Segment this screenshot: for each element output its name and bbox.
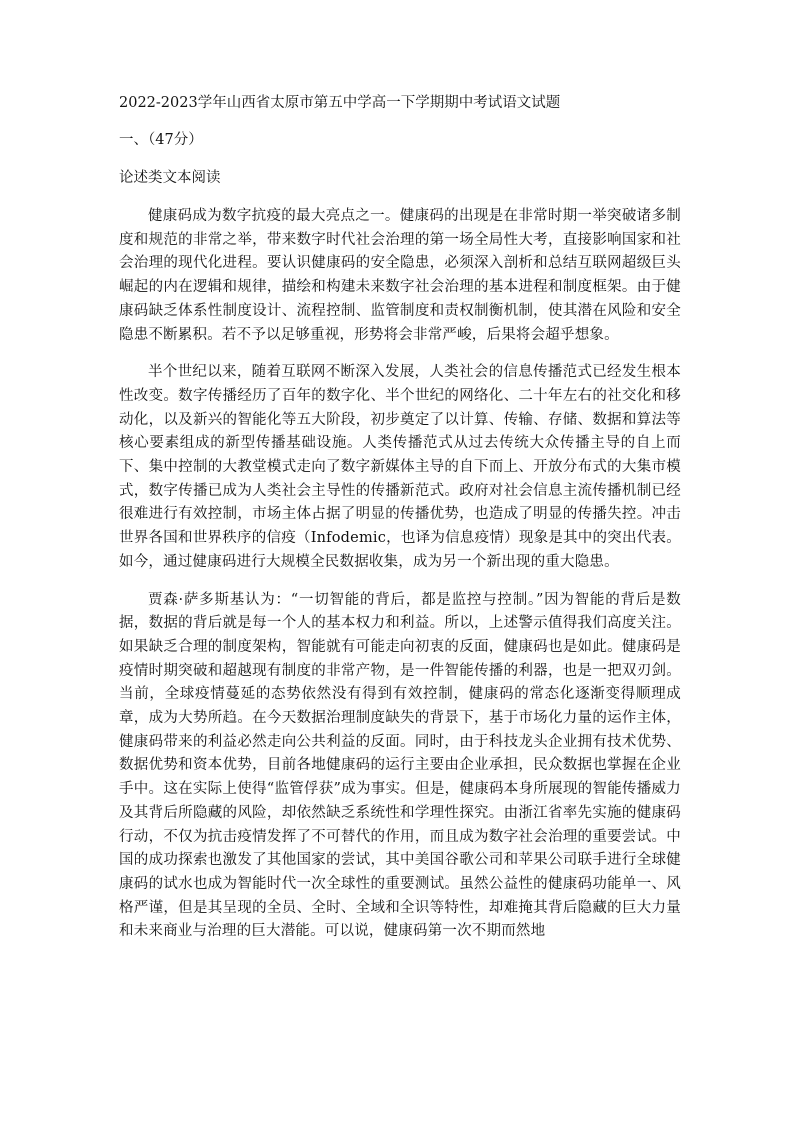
document-title: 2022-2023学年山西省太原市第五中学高一下学期期中考试语文试题 — [119, 95, 561, 111]
subsection-heading: 论述类文本阅读 — [119, 170, 221, 186]
paragraph: 半个世纪以来，随着互联网不断深入发展，人类社会的信息传播范式已经发生根本性改变。数字传播经历了百年的数字化、半个世纪的网络化、二十年左右的社交化和移动化，以及新兴的智能化等五大阶段，初步奠定了以计算、传输、存储、数据和算法等核心要素组成的新型传播基础设施。人类传播范式从过去传统大众传播主导的自上而下、集中控制的大教堂模式走向了数字新媒体主导的自下而上、开放分布式的大集市模式，数字传播已成为人类社会主导性的传播新范式。政府对社会信息主流传播机制已经很难进行有效控制，市场主体占据了明显的传播优势，也造成了明显的传播失控。冲击世界各国和世界秩序的信疫（Infodemic，也译为信息疫情）现象是其中的突出代表。如今，通过健康码进行大规模全民数据收集，成为另一个新出现的重大隐患。 — [119, 364, 681, 570]
document-page — [119, 92, 681, 958]
paragraph: 贾森·萨多斯基认为：“一切智能的背后，都是监控与控制。”因为智能的背后是数据，数据的背后就是每一个人的基本权力和利益。所以，上述警示值得我们高度关注。如果缺乏合理的制度架构，智能就有可能走向初衷的反面，健康码也是如此。健康码是疫情时期突破和超越现有制度的非常产物，是一件智能传播的利器，也是一把双刃剑。当前，全球疫情蔓延的态势依然没有得到有效控制，健康码的常态化逐渐变得顺理成章，成为大势所趋。在今天数据治理制度缺失的背景下，基于市场化力量的运作主体，健康码带来的利益必然走向公共利益的反面。同时，由于科技龙头企业拥有技术优势、数据优势和资本优势，目前各地健康码的运行主要由企业承担，民众数据也掌握在企业手中。这在实际上使得“监管俘获”成为事实。但是，健康码本身所展现的智能传播威力及其背后所隐藏的风险，却依然缺乏系统性和学理性探究。由浙江省率先实施的健康码行动，不仅为抗击疫情发挥了不可替代的作用，而且成为数字社会治理的重要尝试。中国的成功探索也激发了其他国家的尝试，其中美国谷歌公司和苹果公司联手进行全球健康码的试水也成为智能时代一次全球性的重要测试。虽然公益性的健康码功能单一、风格严谨，但是其呈现的全员、全时、全域和全识等特性，却难掩其背后隐藏的巨大力量和未来商业与治理的巨大潜能。可以说，健康码第一次不期而然地 — [119, 591, 681, 940]
section-heading: 一、（47分） — [119, 132, 203, 148]
paragraph: 健康码成为数字抗疫的最大亮点之一。健康码的出现是在非常时期一举突破诸多制度和规范的非常之举，带来数字时代社会治理的第一场全局性大考，直接影响国家和社会治理的现代化进程。要认识健康码的安全隐患，必须深入剖析和总结互联网超级巨头崛起的内在逻辑和规律，描绘和构建未来数字社会治理的基本进程和制度框架。由于健康码缺乏体系性制度设计、流程控制、监管制度和责权制衡机制，使其潜在风险和安全隐患不断累积。若不予以足够重视，形势将会非常严峻，后果将会超乎想象。 — [119, 208, 681, 343]
